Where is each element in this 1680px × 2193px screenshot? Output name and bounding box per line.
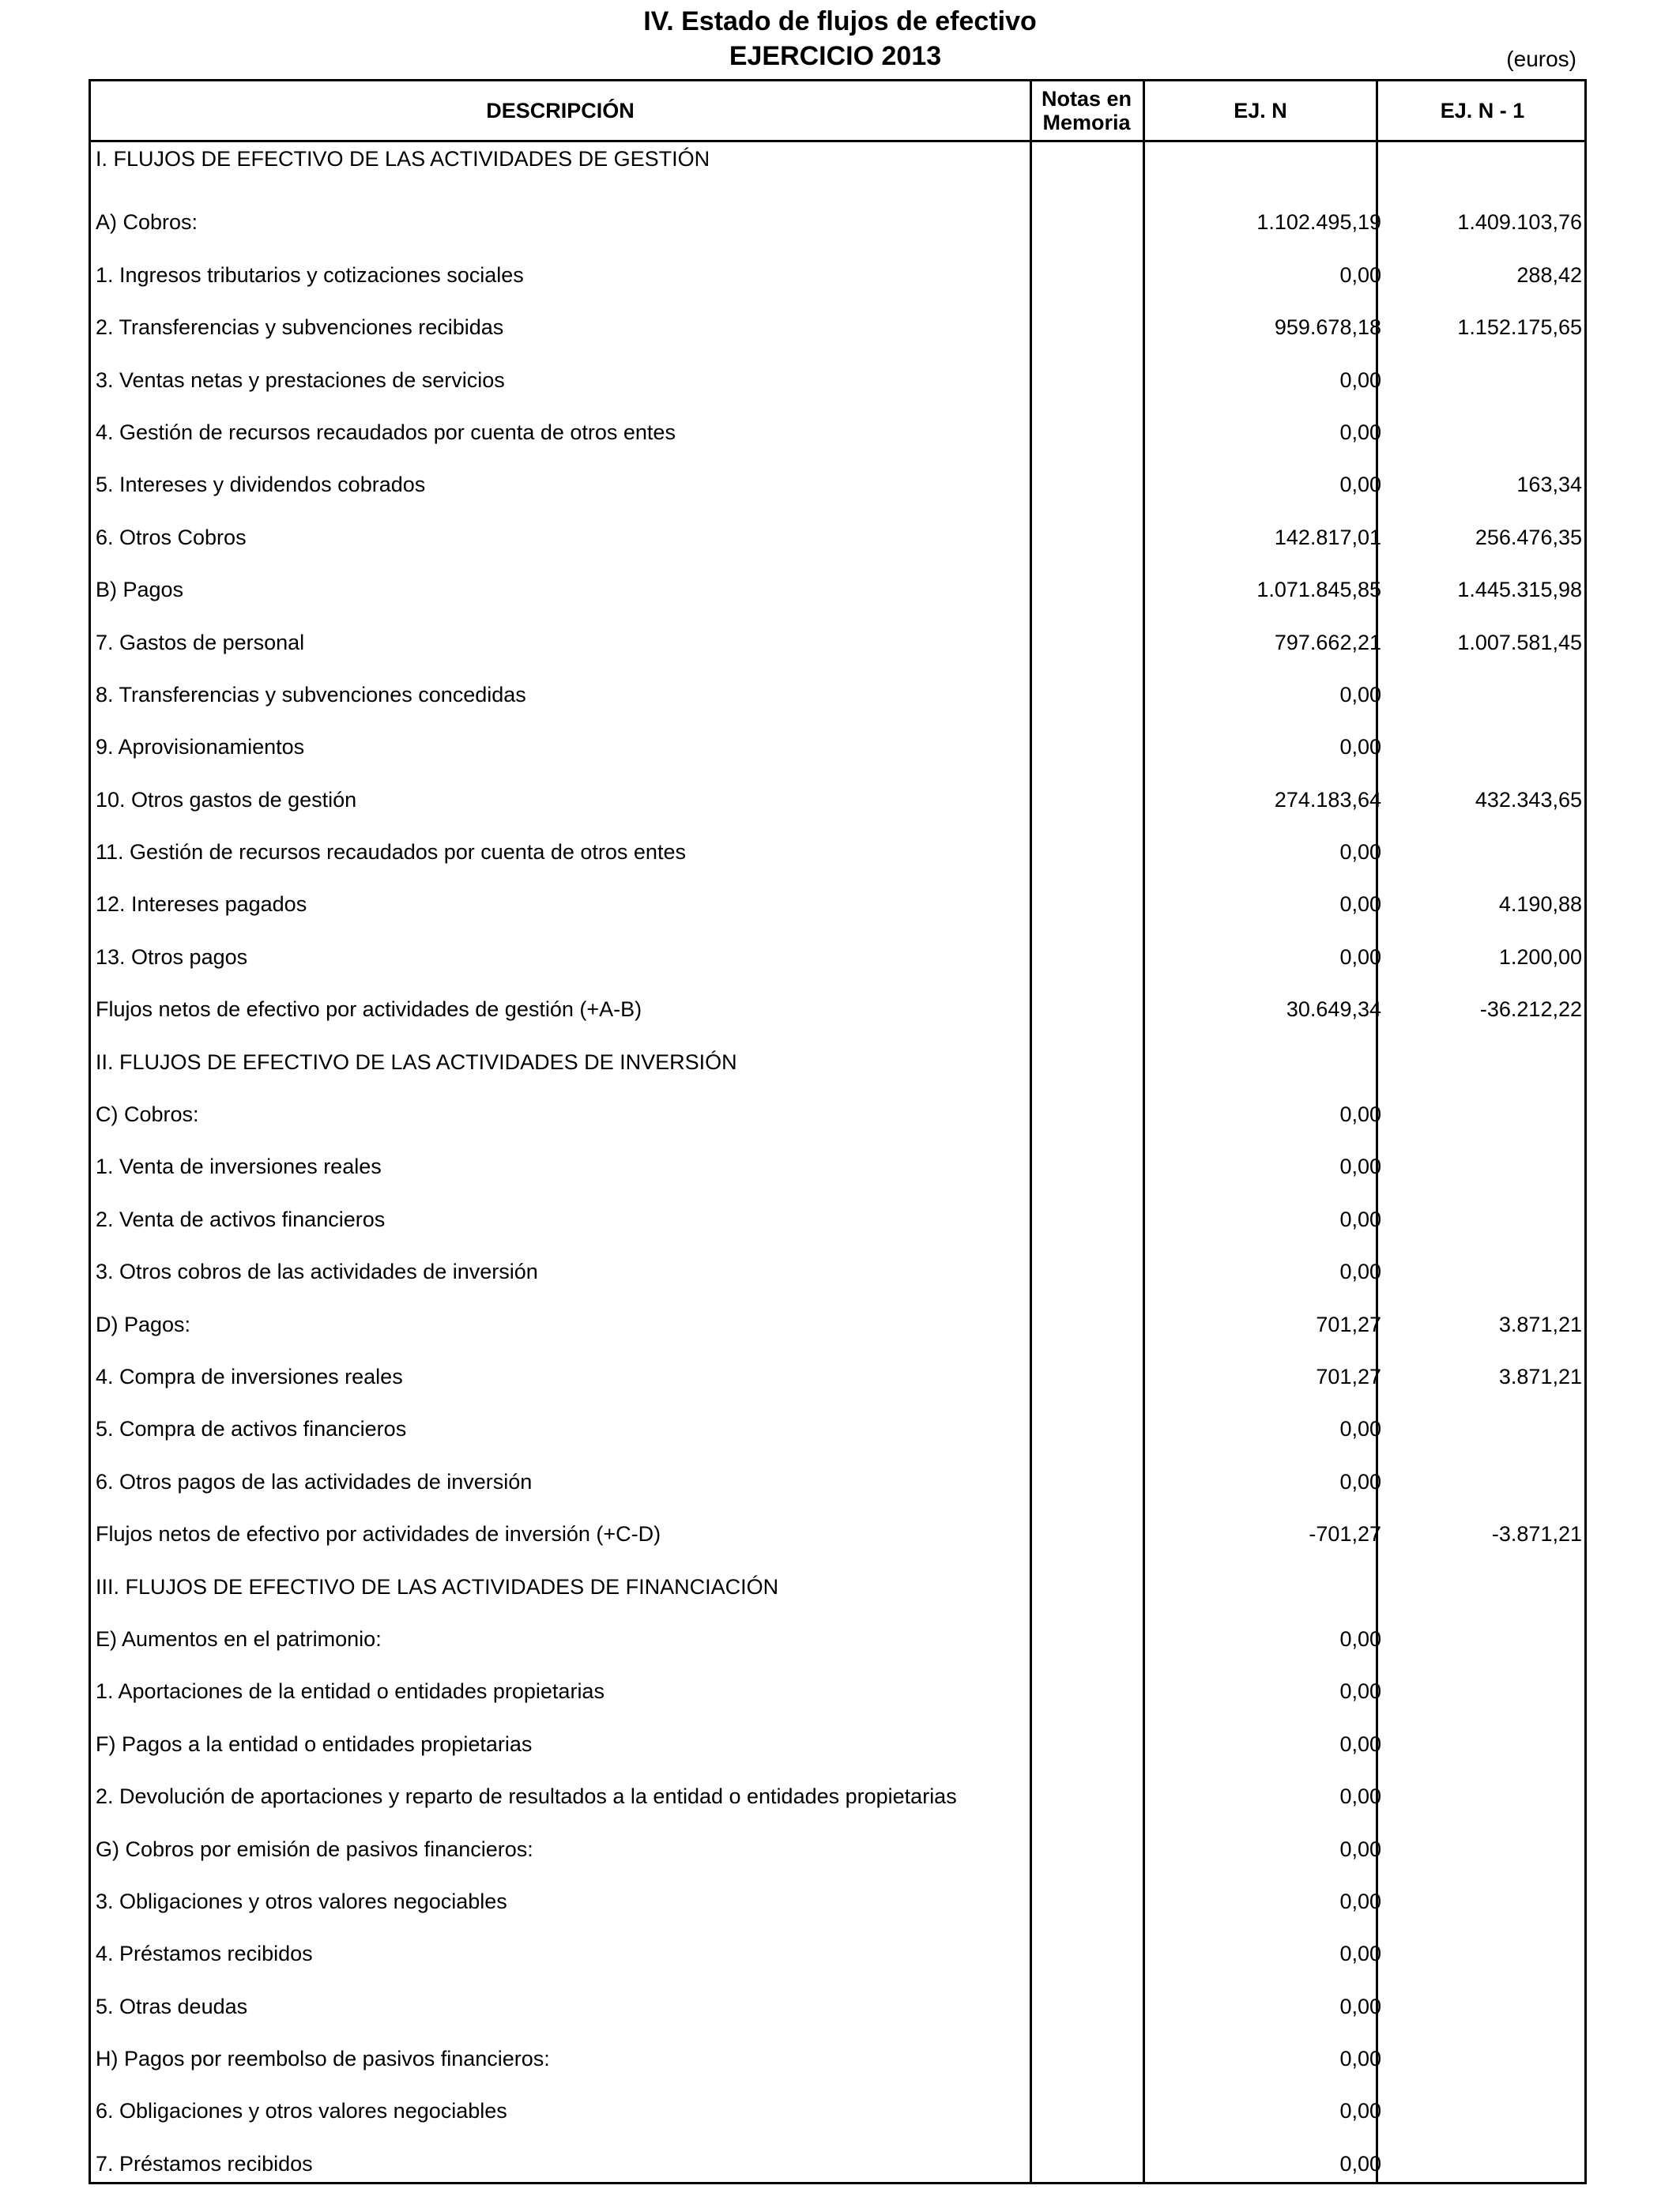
row-value-ej-n-1	[1355, 1927, 1582, 1980]
row-value-ej-n: -701,27	[1309, 1522, 1381, 1547]
row-value-ej-n-1	[1355, 1245, 1582, 1298]
row-value-ej-n-1	[1355, 1823, 1582, 1875]
table-row	[91, 249, 1584, 301]
row-value-ej-n-1	[1355, 354, 1582, 406]
row-description: 2. Transferencias y subvenciones recibidas	[96, 315, 504, 340]
row-value-ej-n: 0,00	[1339, 1626, 1381, 1651]
row-description: Flujos netos de efectivo por actividades de inversión (+C-D)	[96, 1522, 661, 1547]
column-header-ej-n: EJ. N	[1234, 99, 1287, 122]
row-value-ej-n-1	[1355, 2138, 1582, 2190]
table-row	[91, 301, 1584, 353]
row-description: III. FLUJOS DE EFECTIVO DE LAS ACTIVIDADES DE FINANCIACIÓN	[96, 1574, 779, 1599]
cash-flow-table	[89, 79, 1587, 2184]
row-value-ej-n: 0,00	[1339, 840, 1381, 865]
row-description: 11. Gestión de recursos recaudados por cuenta de otros entes	[96, 840, 686, 865]
row-value-ej-n-1	[1355, 2033, 1582, 2085]
row-value-ej-n-1	[1355, 721, 1582, 773]
table-row	[91, 1823, 1584, 1875]
table-row	[91, 406, 1584, 458]
row-description: A) Cobros:	[96, 210, 198, 235]
row-value-ej-n: 701,27	[1316, 1364, 1381, 1389]
exercise-year: EJERCICIO 2013	[729, 41, 942, 71]
row-description: 8. Transferencias y subvenciones concedidas	[96, 682, 526, 707]
row-description: F) Pagos a la entidad o entidades propietarias	[96, 1731, 533, 1756]
row-value-ej-n: 0,00	[1339, 892, 1381, 917]
table-row	[91, 2033, 1584, 2085]
table-row	[91, 1456, 1584, 1508]
row-description: 4. Gestión de recursos recaudados por cuenta de otros entes	[96, 420, 676, 444]
row-description: H) Pagos por reembolso de pasivos financieros:	[96, 2047, 550, 2071]
row-description: 5. Otras deudas	[96, 1994, 248, 2018]
table-row	[91, 354, 1584, 406]
table-row	[91, 931, 1584, 983]
row-value-ej-n: 0,00	[1339, 367, 1381, 392]
row-value-ej-n-1	[1355, 826, 1582, 878]
row-description: 7. Gastos de personal	[96, 630, 305, 654]
row-value-ej-n-1: 3.871,21	[1498, 1312, 1582, 1336]
row-value-ej-n: 0,00	[1339, 1417, 1381, 1441]
header-divider	[91, 140, 1584, 142]
row-description: D) Pagos:	[96, 1312, 191, 1336]
row-description: 6. Otros pagos de las actividades de inversión	[96, 1469, 533, 1494]
table-row	[91, 1665, 1584, 1717]
row-value-ej-n: 0,00	[1339, 1784, 1381, 1809]
table-row	[91, 826, 1584, 878]
row-value-ej-n: 959.678,18	[1274, 315, 1381, 340]
row-value-ej-n: 0,00	[1339, 2099, 1381, 2123]
document-title: IV. Estado de flujos de efectivo	[643, 6, 1037, 36]
column-header-ej-n-1: EJ. N - 1	[1440, 99, 1525, 122]
table-row	[91, 878, 1584, 930]
row-description: C) Cobros:	[96, 1102, 199, 1127]
units-label: (euros)	[1506, 47, 1576, 71]
row-value-ej-n: 0,00	[1339, 473, 1381, 497]
row-description: 5. Intereses y dividendos cobrados	[96, 473, 426, 497]
row-value-ej-n-1	[1355, 2085, 1582, 2137]
row-value-ej-n: 0,00	[1339, 1994, 1381, 2018]
row-value-ej-n-1	[1355, 1613, 1582, 1665]
table-row	[91, 1036, 1584, 1088]
table-row	[91, 2138, 1584, 2190]
table-row	[91, 1980, 1584, 2033]
table-row	[91, 1508, 1584, 1560]
table-row	[91, 1088, 1584, 1140]
row-value-ej-n-1: 3.871,21	[1498, 1364, 1582, 1389]
table-row	[91, 458, 1584, 511]
row-value-ej-n	[1118, 147, 1381, 199]
table-row	[91, 1351, 1584, 1403]
row-description: 4. Compra de inversiones reales	[96, 1364, 403, 1389]
row-value-ej-n-1	[1355, 1193, 1582, 1245]
row-description: 2. Devolución de aportaciones y reparto de resultados a la entidad o entidades propietarias	[96, 1784, 957, 1809]
row-value-ej-n-1	[1355, 1718, 1582, 1770]
table-row	[91, 511, 1584, 563]
row-value-ej-n: 0,00	[1339, 1260, 1381, 1284]
table-row	[91, 144, 1584, 196]
row-value-ej-n: 0,00	[1339, 420, 1381, 444]
row-value-ej-n: 701,27	[1316, 1312, 1381, 1336]
row-description: 10. Otros gastos de gestión	[96, 787, 357, 812]
row-value-ej-n: 0,00	[1339, 1207, 1381, 1231]
row-description: II. FLUJOS DE EFECTIVO DE LAS ACTIVIDADES DE INVERSIÓN	[96, 1049, 737, 1074]
row-description: B) Pagos	[96, 578, 184, 602]
row-value-ej-n-1: 1.445.315,98	[1457, 578, 1582, 602]
row-value-ej-n-1: 163,34	[1516, 473, 1582, 497]
column-header-descripcion: DESCRIPCIÓN	[486, 99, 635, 122]
row-value-ej-n-1: 432.343,65	[1475, 787, 1582, 812]
table-row	[91, 1718, 1584, 1770]
row-description: 5. Compra de activos financieros	[96, 1417, 407, 1441]
row-description: G) Cobros por emisión de pasivos financieros:	[96, 1837, 533, 1861]
row-value-ej-n: 0,00	[1339, 2151, 1381, 2176]
row-value-ej-n-1	[1355, 1561, 1582, 1613]
row-value-ej-n: 0,00	[1339, 1889, 1381, 1913]
table-row	[91, 1875, 1584, 1927]
row-value-ej-n-1	[1355, 1980, 1582, 2033]
row-value-ej-n-1	[1355, 1403, 1582, 1455]
row-value-ej-n: 0,00	[1339, 1942, 1381, 1966]
table-row	[91, 196, 1584, 248]
table-row	[91, 1927, 1584, 1980]
table-row	[91, 669, 1584, 721]
row-description: 1. Ingresos tributarios y cotizaciones sociales	[96, 262, 524, 287]
row-value-ej-n-1	[1355, 1875, 1582, 1927]
row-description: E) Aumentos en el patrimonio:	[96, 1626, 382, 1651]
row-description: 9. Aprovisionamientos	[96, 735, 305, 759]
row-value-ej-n: 0,00	[1339, 735, 1381, 759]
row-value-ej-n	[1118, 1561, 1381, 1613]
row-value-ej-n	[1118, 1036, 1381, 1088]
row-description: 1. Aportaciones de la entidad o entidades propietarias	[96, 1679, 605, 1704]
row-value-ej-n-1	[1355, 147, 1582, 199]
row-value-ej-n-1	[1355, 1036, 1582, 1088]
row-value-ej-n: 30.649,34	[1286, 997, 1381, 1022]
row-value-ej-n-1: 1.007.581,45	[1457, 630, 1582, 654]
row-value-ej-n: 142.817,01	[1274, 525, 1381, 549]
table-row	[91, 774, 1584, 826]
row-value-ej-n: 797.662,21	[1274, 630, 1381, 654]
row-description: 7. Préstamos recibidos	[96, 2151, 313, 2176]
row-value-ej-n-1: 1.409.103,76	[1457, 210, 1582, 235]
table-body	[91, 144, 1584, 2190]
table-row	[91, 1613, 1584, 1665]
row-value-ej-n: 0,00	[1339, 2047, 1381, 2071]
table-row	[91, 1298, 1584, 1351]
table-row	[91, 2085, 1584, 2137]
table-row	[91, 1561, 1584, 1613]
row-value-ej-n-1	[1355, 1770, 1582, 1822]
document-subtitle	[0, 38, 1680, 74]
row-description: 3. Ventas netas y prestaciones de servicios	[96, 367, 505, 392]
table-row	[91, 1770, 1584, 1822]
row-value-ej-n-1: 1.152.175,65	[1457, 315, 1582, 340]
row-value-ej-n-1	[1355, 1140, 1582, 1193]
row-value-ej-n-1: -3.871,21	[1491, 1522, 1582, 1547]
row-value-ej-n-1: 256.476,35	[1475, 525, 1582, 549]
row-value-ej-n: 0,00	[1339, 1679, 1381, 1704]
row-value-ej-n-1	[1355, 1088, 1582, 1140]
row-value-ej-n: 0,00	[1339, 1102, 1381, 1127]
table-row	[91, 983, 1584, 1035]
row-value-ej-n: 1.102.495,19	[1256, 210, 1381, 235]
row-value-ej-n: 0,00	[1339, 1731, 1381, 1756]
row-value-ej-n: 0,00	[1339, 262, 1381, 287]
row-value-ej-n-1	[1355, 669, 1582, 721]
table-row	[91, 721, 1584, 773]
row-value-ej-n-1: 1.200,00	[1498, 944, 1582, 969]
row-value-ej-n: 0,00	[1339, 944, 1381, 969]
row-description: 13. Otros pagos	[96, 944, 248, 969]
table-row	[91, 1193, 1584, 1245]
table-row	[91, 616, 1584, 669]
column-header-notas: Notas en Memoria	[1041, 87, 1132, 134]
row-description: 12. Intereses pagados	[96, 892, 307, 917]
row-value-ej-n: 1.071.845,85	[1256, 578, 1381, 602]
table-row	[91, 1403, 1584, 1455]
table-row	[91, 563, 1584, 616]
row-value-ej-n-1	[1355, 1665, 1582, 1717]
row-description: 4. Préstamos recibidos	[96, 1942, 313, 1966]
row-value-ej-n-1: 4.190,88	[1498, 892, 1582, 917]
row-description: I. FLUJOS DE EFECTIVO DE LAS ACTIVIDADES DE GESTIÓN	[96, 147, 710, 171]
table-row	[91, 1245, 1584, 1298]
row-value-ej-n-1: -36.212,22	[1479, 997, 1582, 1022]
row-description: 3. Obligaciones y otros valores negociables	[96, 1889, 507, 1913]
row-description: 6. Otros Cobros	[96, 525, 247, 549]
row-description: 1. Venta de inversiones reales	[96, 1155, 382, 1179]
row-description: 3. Otros cobros de las actividades de inversión	[96, 1260, 538, 1284]
row-description: 2. Venta de activos financieros	[96, 1207, 386, 1231]
table-row	[91, 1140, 1584, 1193]
row-value-ej-n: 0,00	[1339, 682, 1381, 707]
row-value-ej-n-1	[1355, 406, 1582, 458]
row-description: 6. Obligaciones y otros valores negociables	[96, 2099, 507, 2123]
row-value-ej-n-1: 288,42	[1516, 262, 1582, 287]
row-value-ej-n: 274.183,64	[1274, 787, 1381, 812]
row-value-ej-n-1	[1355, 1456, 1582, 1508]
row-description: Flujos netos de efectivo por actividades de gestión (+A-B)	[96, 997, 642, 1022]
row-value-ej-n: 0,00	[1339, 1155, 1381, 1179]
row-value-ej-n: 0,00	[1339, 1469, 1381, 1494]
row-value-ej-n: 0,00	[1339, 1837, 1381, 1861]
